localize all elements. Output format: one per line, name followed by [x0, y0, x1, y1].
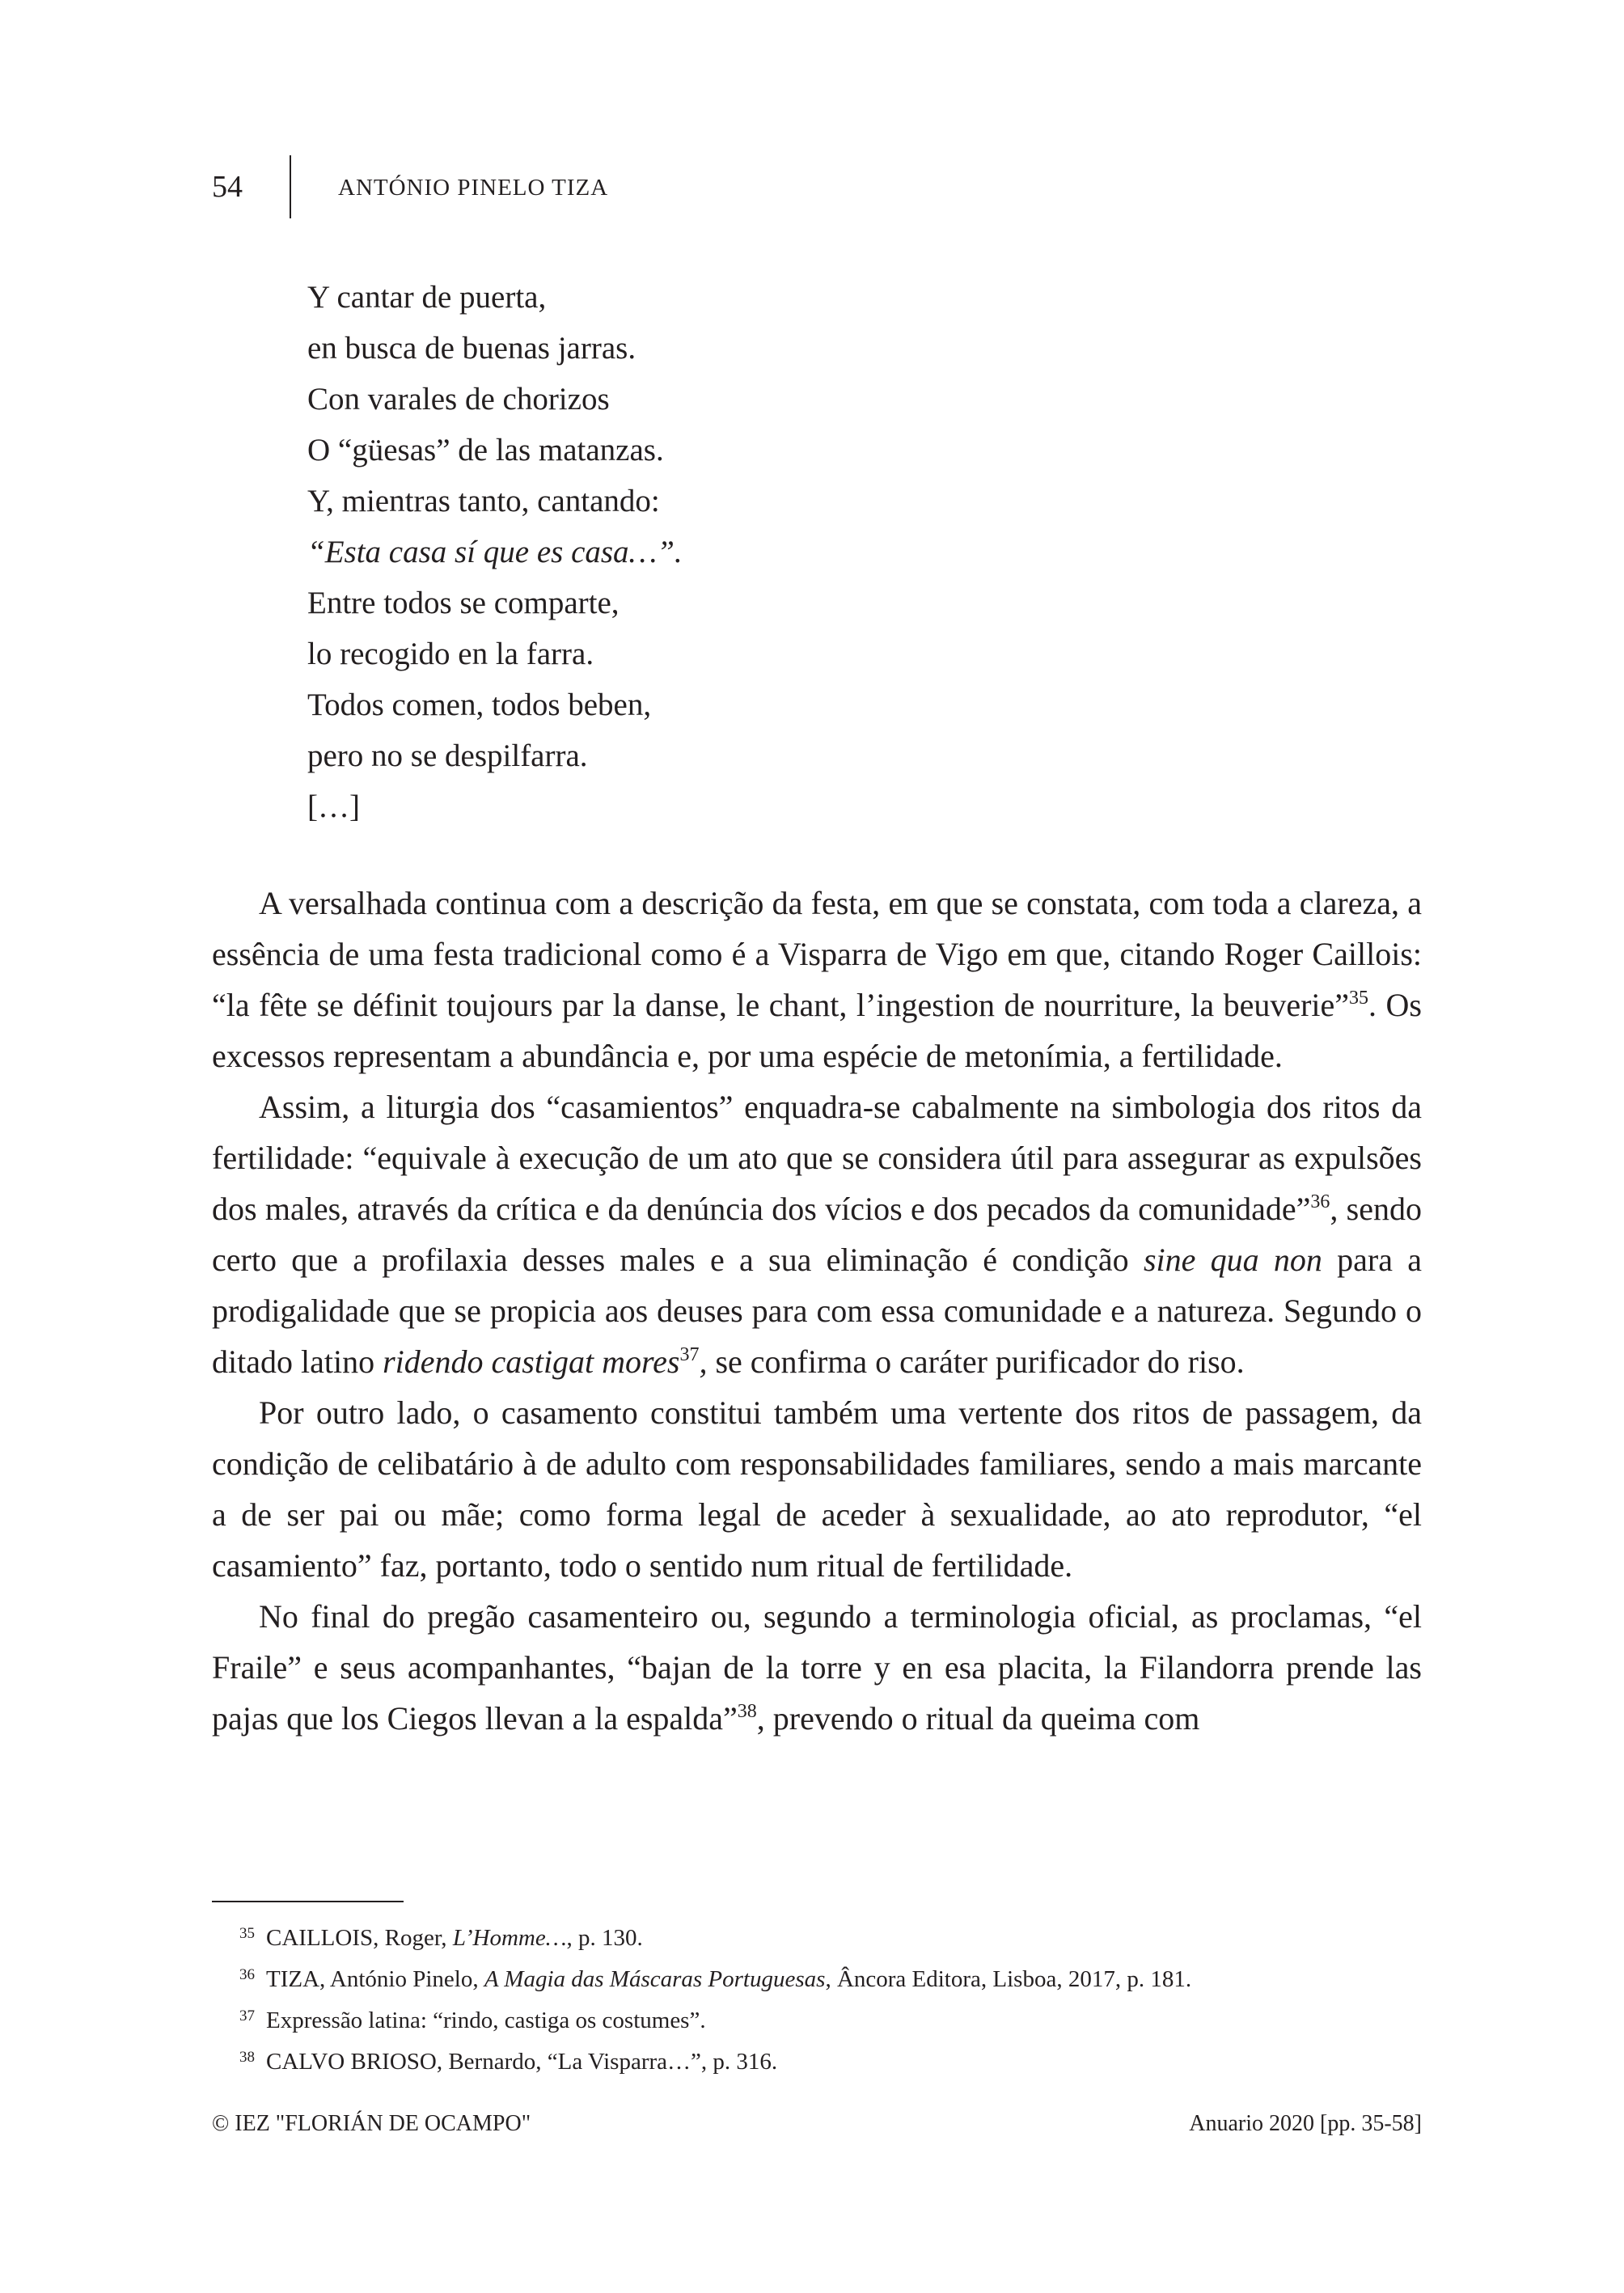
footnote-number: 35 — [239, 1925, 255, 1942]
poem-block — [307, 272, 683, 832]
poem-ellipsis: […] — [307, 789, 360, 824]
paragraph-text: . Os excessos representam a abundância e, por uma espécie de metonímia, a fertilidade. — [212, 987, 1423, 1074]
paragraph-2 — [212, 1081, 1422, 1387]
footnote-36 — [239, 1957, 1420, 1998]
footnotes — [239, 1915, 1420, 2080]
poem-quote: “Esta casa sí que es casa…”. — [307, 535, 683, 569]
paragraph-text: A versalhada continua com a descrição da festa, em que se constata, com toda a clareza, a essência de uma festa tradicional como é a Visparra de Vigo em que, citando Roger Caillois: “la fête se définit toujours par la danse, le chant, l’ingestion de nourriture, la beuverie” — [212, 885, 1422, 1023]
body-text — [212, 878, 1422, 1744]
footnote-ref[interactable]: 36 — [1310, 1191, 1330, 1212]
italic-term: ridendo castigat mores — [383, 1343, 680, 1380]
footer-copyright: © IEZ "FLORIÁN DE OCAMPO" — [212, 2111, 531, 2136]
footnote-38 — [239, 2039, 1420, 2080]
footnote-number: 38 — [239, 2049, 255, 2066]
footnote-text: , p. 130. — [566, 1925, 643, 1951]
paragraph-1 — [212, 878, 1422, 1081]
poem-line: Y cantar de puerta, — [307, 280, 547, 315]
footnote-title: L’Homme… — [452, 1925, 567, 1951]
poem-line-italic — [307, 527, 683, 577]
footnote-ref[interactable]: 37 — [679, 1344, 700, 1365]
footer-issue-info: Anuario 2020 [pp. 35-58] — [1189, 2111, 1422, 2136]
paragraph-text: No final do pregão casamenteiro ou, segundo a terminologia oficial, as proclamas, “el Fraile” e seus acompanhantes, “bajan de la torre y en esa placita, la Filandorra prende las pajas que los Ciegos llevan a la espalda” — [212, 1598, 1422, 1737]
poem-line: lo recogido en la farra. — [307, 637, 594, 671]
poem-line: en busca de buenas jarras. — [307, 331, 636, 366]
footnote-title: A Magia das Máscaras Portuguesas — [484, 1966, 826, 1992]
paragraph-text: Assim, a liturgia dos “casamientos” enquadra-se cabalmente na simbologia dos ritos da fertilidade: “equivale à execução de um ato que se considera útil para assegurar as expulsões dos males, através da crítica e da denúncia dos vícios e dos pecados da comunidade” — [212, 1089, 1422, 1227]
footnote-text: CALVO BRIOSO, Bernardo, “La Visparra…”, p. 316. — [266, 2049, 778, 2075]
footnote-text: , Âncora Editora, Lisboa, 2017, p. 181. — [825, 1966, 1192, 1992]
italic-comma: , — [699, 1343, 708, 1380]
page-header — [212, 155, 1425, 218]
running-head: ANTÓNIO PINELO TIZA — [338, 175, 609, 201]
paragraph-text: , prevendo o ritual da queima com — [756, 1700, 1200, 1737]
paragraph-text: Por outro lado, o casamento constitui também uma vertente dos ritos de passagem, da condição de celibatário à de adulto com responsabilidades familiares, sendo a mais marcante a de ser pai ou mãe; como forma legal de aceder à sexualidade, ao ato reprodutor, “el casamiento” faz, portanto, todo o sentido num ritual de fertilidade. — [212, 1394, 1422, 1584]
paragraph-text: , sendo certo que a profilaxia desses males e a sua eliminação é condição — [212, 1191, 1422, 1278]
poem-line: pero no se despilfarra. — [307, 738, 588, 773]
header-divider — [290, 155, 291, 218]
footnote-text: Expressão latina: “rindo, castiga os costumes”. — [266, 2007, 706, 2033]
paragraph-3 — [212, 1387, 1422, 1591]
footnote-number: 37 — [239, 2007, 255, 2024]
footnote-35 — [239, 1915, 1420, 1957]
footnote-divider — [212, 1901, 404, 1902]
footnote-ref[interactable]: 38 — [737, 1701, 757, 1722]
paragraph-text: para a prodigalidade que se propicia aos deuses para com essa comunidade e a natureza. Segundo o ditado latino — [212, 1242, 1422, 1380]
italic-term: sine qua non — [1143, 1242, 1322, 1278]
poem-line: Y, mientras tanto, cantando: — [307, 484, 660, 518]
poem-line: O “güesas” de las matanzas. — [307, 433, 664, 467]
poem-line: Con varales de chorizos — [307, 382, 610, 417]
paragraph-4 — [212, 1591, 1422, 1744]
footnote-37 — [239, 1998, 1420, 2039]
footnote-number: 36 — [239, 1966, 255, 1983]
poem-line: Todos comen, todos beben, — [307, 687, 652, 722]
footnote-ref[interactable]: 35 — [1349, 988, 1369, 1009]
footnote-text: CAILLOIS, Roger, — [266, 1925, 453, 1951]
page-number: 54 — [212, 170, 243, 204]
poem-line: Entre todos se comparte, — [307, 586, 620, 620]
footnote-text: TIZA, António Pinelo, — [266, 1966, 484, 1992]
paragraph-text: se confirma o caráter purificador do riso. — [707, 1343, 1245, 1380]
